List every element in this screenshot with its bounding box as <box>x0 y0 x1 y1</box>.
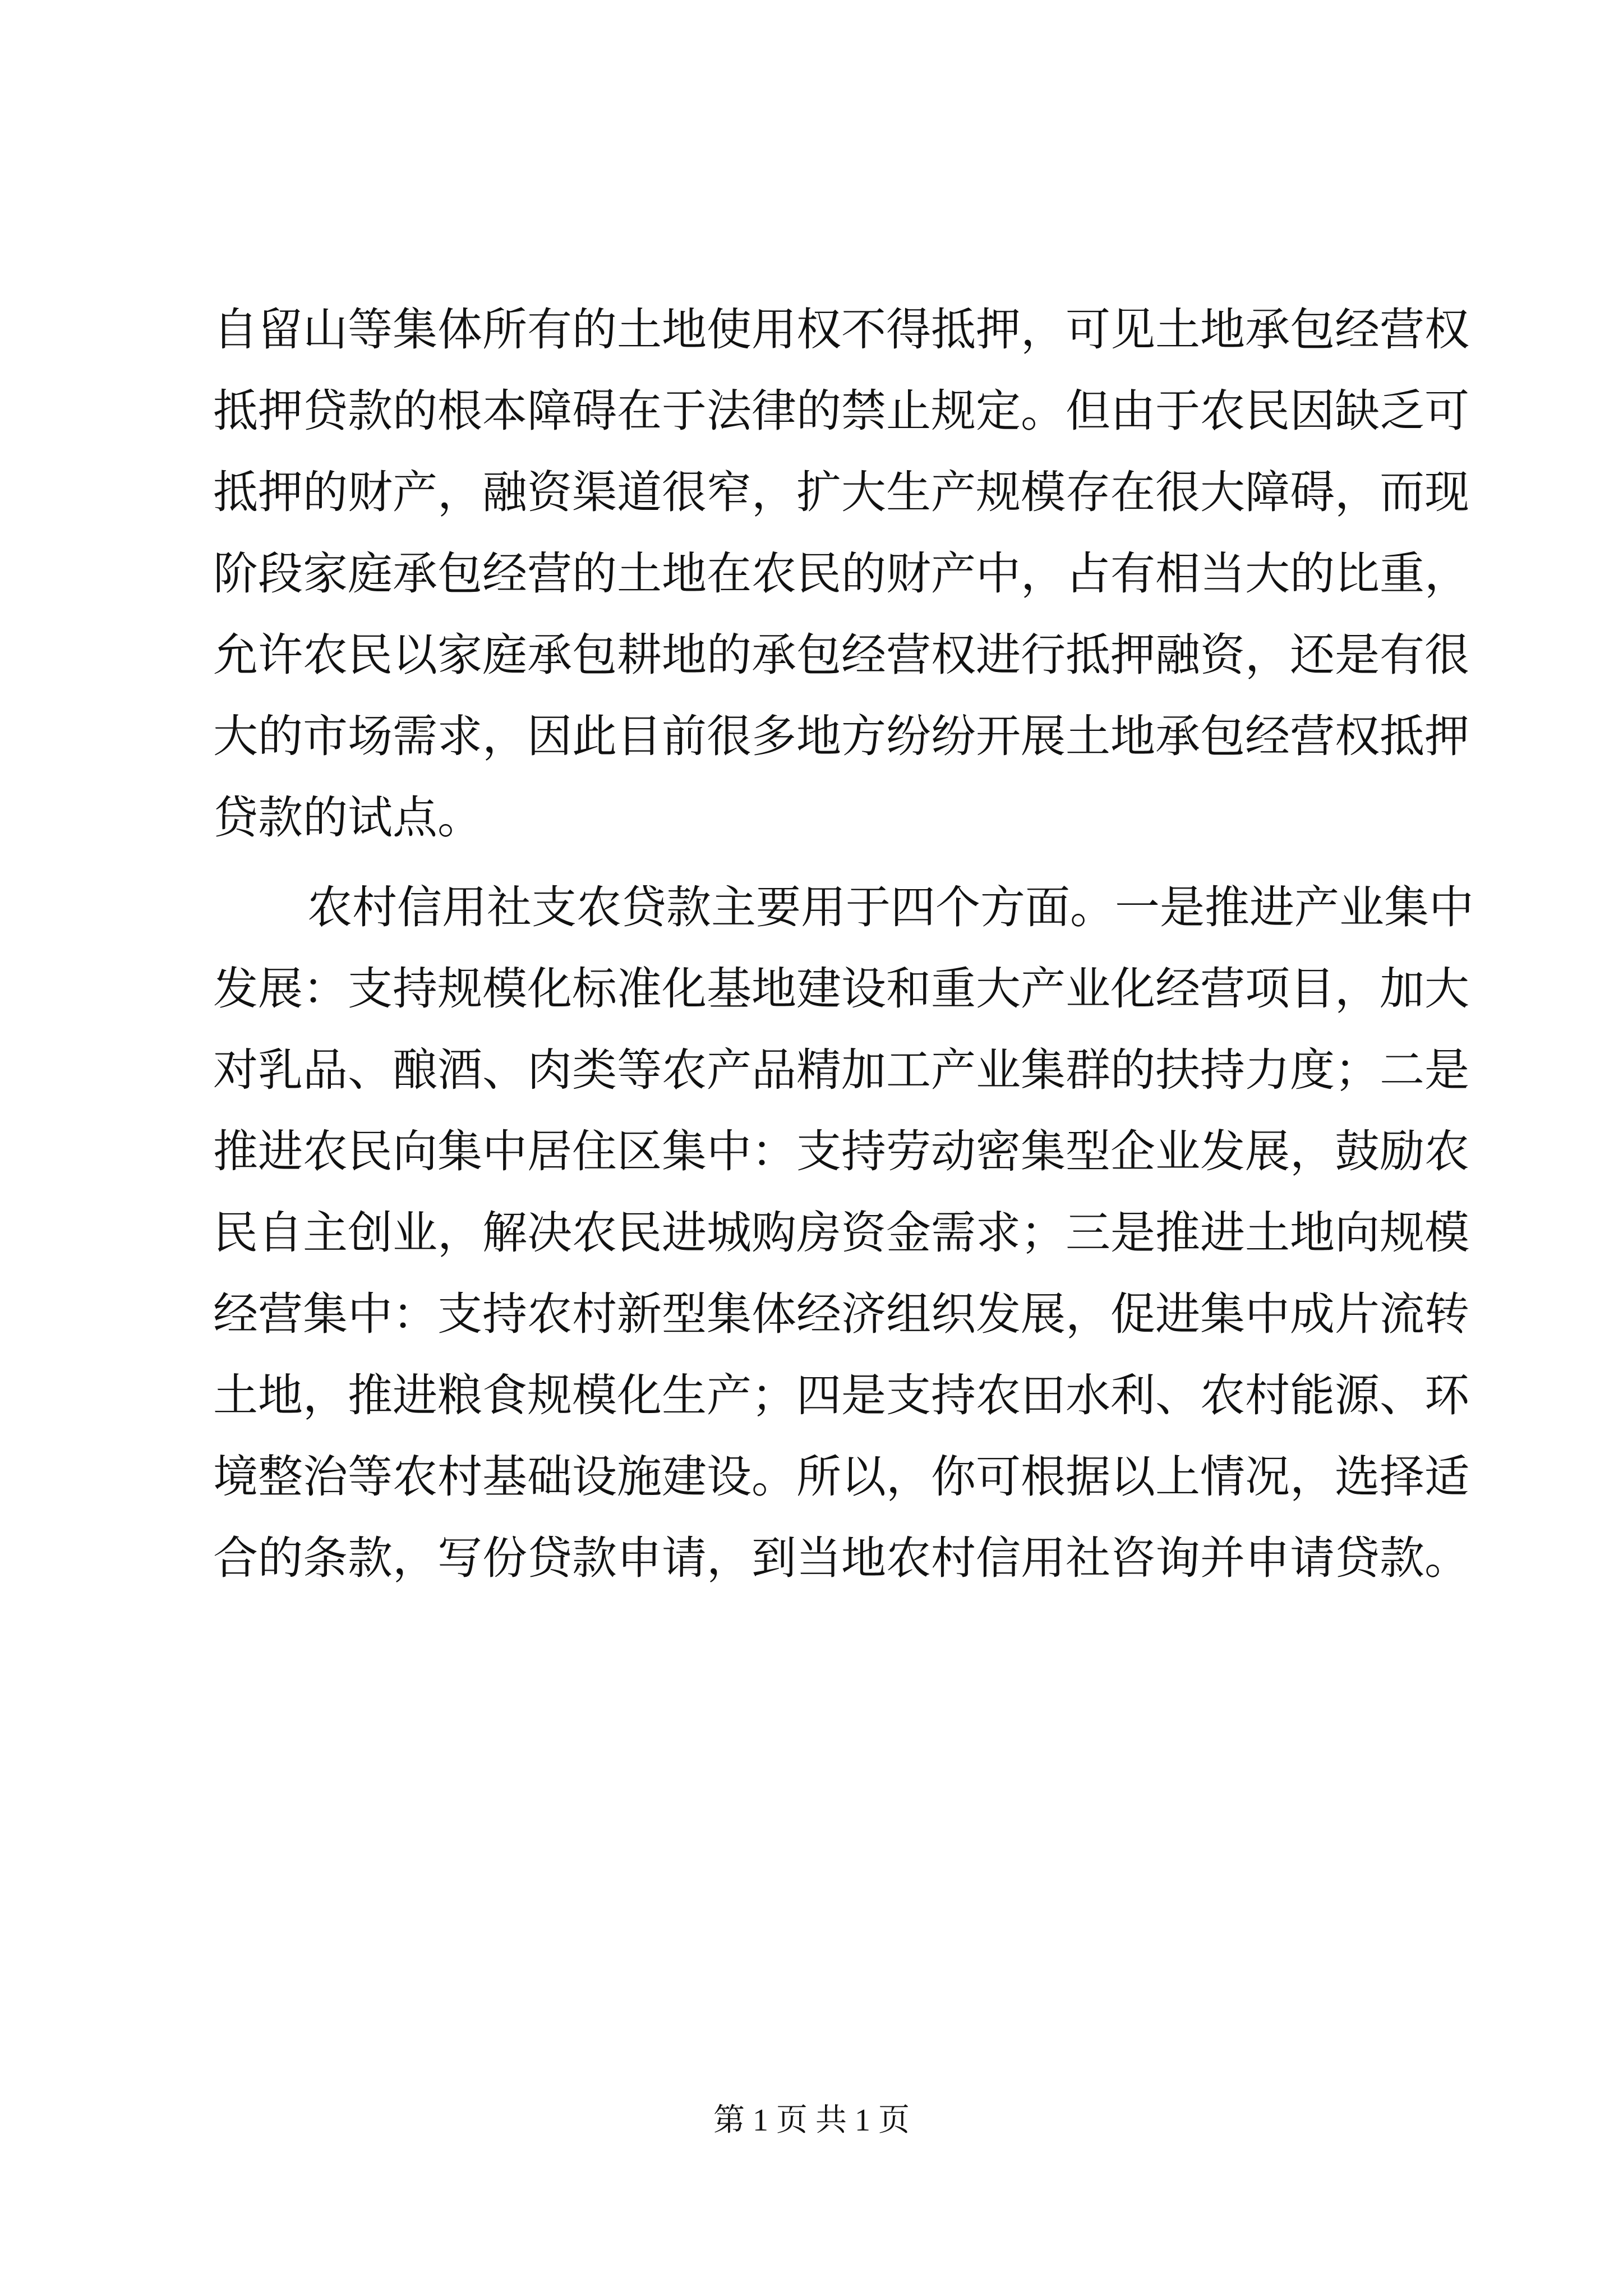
text-line: 抵押的财产，融资渠道很窄，扩大生产规模存在很大障碍，而现 <box>213 466 1469 518</box>
text-line: 农村信用社支农贷款主要用于四个方面。一是推进产业集中 <box>307 881 1474 933</box>
paragraph-1 <box>213 289 1469 858</box>
text-line: 土地，推进粮食规模化生产；四是支持农田水利、农村能源、环 <box>213 1369 1469 1421</box>
text-line: 允许农民以家庭承包耕地的承包经营权进行抵押融资，还是有很 <box>213 629 1469 681</box>
text-line: 民自主创业，解决农民进城购房资金需求；三是推进土地向规模 <box>213 1207 1469 1259</box>
document-body <box>213 289 1474 1599</box>
text-line: 境整治等农村基础设施建设。所以，你可根据以上情况，选择适 <box>213 1451 1469 1503</box>
page-number-footer: 第 1 页 共 1 页 <box>713 2103 910 2138</box>
text-line: 对乳品、酿酒、肉类等农产品精加工产业集群的扶持力度；二是 <box>213 1044 1469 1096</box>
text-line: 经营集中：支持农村新型集体经济组织发展，促进集中成片流转 <box>213 1288 1469 1340</box>
text-line: 发展：支持规模化标准化基地建设和重大产业化经营项目，加大 <box>213 963 1469 1015</box>
paragraph-2 <box>213 867 1474 1599</box>
text-line: 自留山等集体所有的土地使用权不得抵押，可见土地承包经营权 <box>213 303 1469 356</box>
text-line: 推进农民向集中居住区集中：支持劳动密集型企业发展，鼓励农 <box>213 1125 1469 1177</box>
text-line: 合的条款，写份贷款申请，到当地农村信用社咨询并申请贷款。 <box>213 1532 1469 1584</box>
paragraph-spacer <box>213 858 1424 867</box>
text-line: 大的市场需求，因此目前很多地方纷纷开展土地承包经营权抵押 <box>213 710 1469 762</box>
text-line: 抵押贷款的根本障碍在于法律的禁止规定。但由于农民因缺乏可 <box>213 385 1469 437</box>
text-line: 阶段家庭承包经营的土地在农民的财产中，占有相当大的比重， <box>213 547 1469 600</box>
text-line: 贷款的试点。 <box>213 792 482 844</box>
